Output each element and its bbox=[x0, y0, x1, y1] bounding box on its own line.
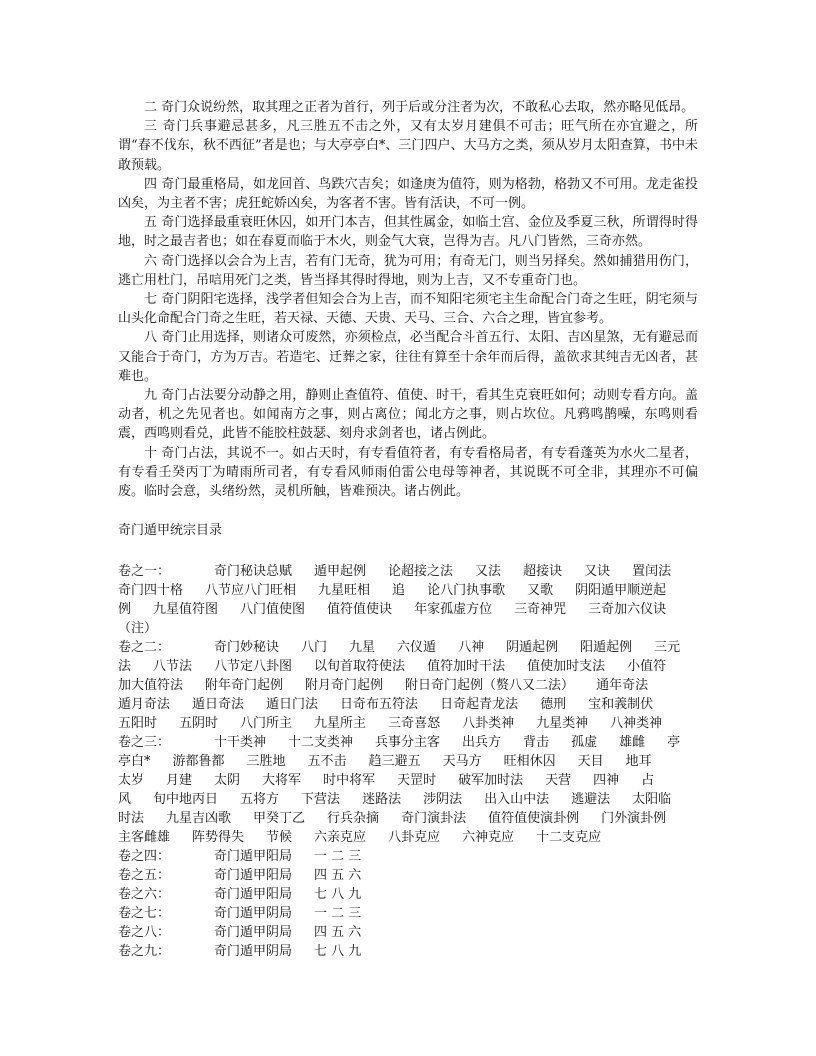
toc-entry: 八卦类神 bbox=[462, 716, 515, 732]
table-of-contents bbox=[118, 562, 698, 961]
toc-entry: 趋三避五 bbox=[368, 754, 421, 770]
toc-entry: 十二支类神 bbox=[288, 735, 354, 751]
toc-entry: 天罡时 bbox=[397, 773, 437, 789]
toc-line bbox=[118, 847, 698, 866]
toc-entry: 奇门秘诀总赋 bbox=[214, 564, 293, 580]
toc-volume bbox=[118, 638, 698, 733]
toc-entry: 五阴时 bbox=[179, 716, 219, 732]
toc-entry: 九星 bbox=[349, 640, 376, 656]
toc-line bbox=[118, 600, 698, 619]
toc-entry: 八神 bbox=[458, 640, 485, 656]
toc-entry: 小值符 bbox=[627, 659, 667, 675]
toc-entry: 阵势得失 bbox=[192, 830, 245, 846]
toc-entry: 游都鲁都 bbox=[172, 754, 225, 770]
toc-entry: 日奇起青龙法 bbox=[440, 697, 519, 713]
rule-paragraph-6: 六 奇门选择以会合为上吉，若有门无奇，犹为可用；有奇无门，则当另择矣。然如捕猎用伤门，逃亡用杜门，吊唁用死门之类，皆当择其得时得地，则为上吉，又不专重奇门也。 bbox=[118, 253, 698, 288]
toc-entry: 逃避法 bbox=[571, 792, 611, 808]
toc-volume-label: 卷之四： bbox=[118, 849, 171, 865]
toc-entry: 四神 bbox=[593, 773, 620, 789]
toc-entry: 天目 bbox=[577, 754, 604, 770]
toc-line bbox=[118, 828, 698, 847]
toc-volume bbox=[118, 562, 698, 638]
toc-entry: 四 五 六 bbox=[314, 925, 362, 941]
toc-entry: 大将军 bbox=[262, 773, 302, 789]
toc-entry: 太阴 bbox=[214, 773, 241, 789]
toc-entry: 破军加时法 bbox=[458, 773, 524, 789]
toc-line bbox=[118, 619, 698, 638]
toc-entry: 五将方 bbox=[240, 792, 280, 808]
toc-volume-label: 卷之九： bbox=[118, 944, 171, 960]
toc-volume-label: 卷之五： bbox=[118, 868, 171, 884]
toc-entry: 五不击 bbox=[307, 754, 347, 770]
toc-entry: 八节应八门旺相 bbox=[205, 583, 297, 599]
toc-entry: 又歌 bbox=[527, 583, 554, 599]
toc-line bbox=[118, 885, 698, 904]
toc-entry: 八神类神 bbox=[610, 716, 663, 732]
toc-volume bbox=[118, 866, 698, 885]
toc-entry: 日奇布五符法 bbox=[340, 697, 419, 713]
toc-entry: 一 二 三 bbox=[314, 849, 362, 865]
toc-entry: 奇门遁甲阳局 bbox=[214, 849, 293, 865]
toc-entry: 旬中地丙日 bbox=[153, 792, 219, 808]
toc-entry: 太阳临 bbox=[632, 792, 672, 808]
toc-volume-label: 卷之一： bbox=[118, 564, 171, 580]
toc-line bbox=[118, 904, 698, 923]
toc-line bbox=[118, 638, 698, 657]
toc-entry: 孤虚 bbox=[571, 735, 598, 751]
toc-entry: （注） bbox=[118, 621, 158, 637]
toc-volume-label: 卷之七： bbox=[118, 906, 171, 922]
toc-entry: 三奇加六仪诀 bbox=[588, 602, 667, 618]
toc-entry: 甲癸丁乙 bbox=[253, 811, 306, 827]
toc-entry: 奇门四十格 bbox=[118, 583, 184, 599]
toc-entry: 法 bbox=[118, 659, 132, 675]
rule-paragraph-8: 八 奇门止用选择，则诸众可废然，亦须检点，必当配合斗首五行、太阳、吉凶星煞，无有避忌而又能合于奇门，方为万吉。若造宅、迁葬之家，往往有算至十余年而后得，盖欲求其纯吉无凶者，甚难也。 bbox=[118, 330, 698, 384]
toc-entry: 十二支克应 bbox=[536, 830, 602, 846]
document-page bbox=[118, 98, 698, 961]
toc-entry: 月建 bbox=[166, 773, 193, 789]
toc-entry: 三奇神咒 bbox=[514, 602, 567, 618]
toc-entry: 九星旺相 bbox=[318, 583, 371, 599]
toc-title: 奇门遁甲统宗目录 bbox=[118, 523, 223, 539]
toc-entry: 值符值使演卦例 bbox=[488, 811, 580, 827]
toc-entry: 又法 bbox=[475, 564, 502, 580]
toc-entry: 八门值使图 bbox=[240, 602, 306, 618]
toc-entry: 七 八 九 bbox=[314, 887, 362, 903]
toc-volume bbox=[118, 847, 698, 866]
toc-entry: 遁日奇法 bbox=[192, 697, 245, 713]
toc-entry: 阴阳遁甲顺逆起 bbox=[575, 583, 667, 599]
toc-line bbox=[118, 714, 698, 733]
rule-paragraph-2: 二 奇门众说纷然，取其理之正者为首行，列于后或分注者为次，不敢私心去取，然亦略见低昂。 bbox=[144, 100, 695, 115]
toc-entry: 值符值使诀 bbox=[327, 602, 393, 618]
toc-entry: 迷路法 bbox=[362, 792, 402, 808]
rule-paragraph-7: 七 奇门阴阳宅选择，浅学者但知会合为上吉，而不知阳宅须宅主生命配合门奇之生旺，阴宅须与山头化命配合门奇之生旺，若天禄、天德、天贵、天马、三合、六合之理，皆宜参考。 bbox=[118, 292, 698, 327]
toc-entry: 六亲克应 bbox=[314, 830, 367, 846]
toc-entry: 一 二 三 bbox=[314, 906, 362, 922]
toc-entry: 遁月奇法 bbox=[118, 697, 171, 713]
toc-entry: 奇门遁甲阴局 bbox=[214, 925, 293, 941]
toc-volume-label: 卷之二： bbox=[118, 640, 171, 656]
toc-entry: 涉阴法 bbox=[423, 792, 463, 808]
toc-line bbox=[118, 562, 698, 581]
toc-entry: 附年奇门起例 bbox=[205, 678, 284, 694]
toc-entry: 天营 bbox=[545, 773, 572, 789]
toc-volume bbox=[118, 942, 698, 961]
toc-entry: 四 五 六 bbox=[314, 868, 362, 884]
rule-paragraph-5: 五 奇门选择最重衰旺休囚，如开门本吉，但其性属金，如临土宫、金位及季夏三秋，所谓得时得地，时之最吉者也；如在春夏而临于木火，则金气大衰，岂得为吉。凡八门皆然，三奇亦然。 bbox=[118, 215, 698, 250]
toc-entry: 附月奇门起例 bbox=[305, 678, 384, 694]
toc-entry: 五阳时 bbox=[118, 716, 158, 732]
toc-entry: 加大值符法 bbox=[118, 678, 184, 694]
toc-entry: 六神克应 bbox=[462, 830, 515, 846]
rule-paragraph-4: 四 奇门最重格局，如龙回首、鸟跌穴吉矣；如逢庚为值符，则为格勃，格勃又不可用。龙走雀投凶矣，为主者不害；虎狂蛇娇凶矣，为客者不害。皆有活诀，不可一例。 bbox=[118, 176, 698, 212]
toc-entry: 行兵杂摘 bbox=[327, 811, 380, 827]
toc-volume bbox=[118, 885, 698, 904]
toc-line bbox=[118, 581, 698, 600]
toc-entry: 亭白* bbox=[118, 754, 151, 770]
toc-entry: 八卦克应 bbox=[388, 830, 441, 846]
toc-entry: 遁日门法 bbox=[266, 697, 319, 713]
toc-entry: 十干类神 bbox=[214, 735, 267, 751]
toc-entry: 附日奇门起例（赘八又二法） bbox=[405, 678, 575, 694]
toc-volume-label: 卷之六： bbox=[118, 887, 171, 903]
rule-paragraph-10: 十 奇门占法，其说不一。如占天时，有专看值符者，有专看格局者，有专看蓬英为水火二星者，有专看壬癸丙丁为晴雨所司者，有专看风师雨伯雷公电母等神者，其说既不可全非，其理亦不可偏废。临时会意，头绪纷然，灵机所触，皆难预决。诸占例此。 bbox=[118, 445, 698, 500]
toc-entry: 占 bbox=[641, 773, 655, 789]
toc-entry: 例 bbox=[118, 602, 132, 618]
toc-entry: 下营法 bbox=[301, 792, 341, 808]
toc-entry: 超接诀 bbox=[523, 564, 563, 580]
toc-entry: 奇门妙秘诀 bbox=[214, 640, 280, 656]
toc-entry: 亭 bbox=[667, 735, 681, 751]
toc-entry: 通年奇法 bbox=[596, 678, 649, 694]
toc-entry: 又诀 bbox=[584, 564, 611, 580]
toc-entry: 三元 bbox=[654, 640, 681, 656]
toc-volume bbox=[118, 904, 698, 923]
toc-entry: 八节法 bbox=[153, 659, 193, 675]
toc-volume bbox=[118, 733, 698, 847]
toc-volume bbox=[118, 923, 698, 942]
toc-entry: 八节定八卦图 bbox=[214, 659, 293, 675]
toc-line bbox=[118, 752, 698, 771]
toc-entry: 阴遁起例 bbox=[506, 640, 559, 656]
toc-entry: 雄雌 bbox=[619, 735, 646, 751]
toc-entry: 时法 bbox=[118, 811, 145, 827]
rule-paragraph-3: 三 奇门兵事避忌甚多，凡三胜五不击之外，又有太岁月建俱不可击；旺气所在亦宜避之，所谓“春不伐东，秋不西征”者是也；与大亭亭白*、三门四户、大马方之类，须从岁月太阳查算，书中未敢预载。 bbox=[118, 119, 698, 173]
toc-entry: 奇门遁甲阴局 bbox=[214, 944, 293, 960]
toc-line bbox=[118, 790, 698, 809]
toc-line bbox=[118, 866, 698, 885]
toc-entry: 六仪遁 bbox=[397, 640, 437, 656]
toc-entry: 值使加时支法 bbox=[527, 659, 606, 675]
toc-entry: 九星值符图 bbox=[153, 602, 219, 618]
toc-entry: 风 bbox=[118, 792, 132, 808]
toc-entry: 宝和義制伏 bbox=[588, 697, 654, 713]
toc-line bbox=[118, 733, 698, 752]
rules-section bbox=[118, 98, 698, 501]
toc-entry: 奇门遁甲阳局 bbox=[214, 868, 293, 884]
toc-entry: 奇门遁甲阳局 bbox=[214, 887, 293, 903]
toc-entry: 奇门演卦法 bbox=[401, 811, 467, 827]
toc-entry: 九星吉凶歌 bbox=[166, 811, 232, 827]
toc-entry: 值符加时干法 bbox=[427, 659, 506, 675]
toc-entry: 出兵方 bbox=[462, 735, 502, 751]
toc-entry: 论超接之法 bbox=[388, 564, 454, 580]
toc-line bbox=[118, 695, 698, 714]
toc-entry: 地耳 bbox=[625, 754, 652, 770]
toc-entry: 八门所主 bbox=[240, 716, 293, 732]
rule-paragraph-9: 九 奇门占法要分动静之用，静则止查值符、值使、时干，看其生克衰旺如何；动则专看方向。盖动者，机之先见者也。如闻南方之事，则占离位；闻北方之事，则占坎位。凡鸦鸣鹊噪，东鸣则看震，西鸣则看兑，此皆不能胶柱鼓瑟、刻舟求剑者也，诸占例此。 bbox=[118, 388, 698, 442]
toc-line bbox=[118, 923, 698, 942]
toc-entry: 主客雌雄 bbox=[118, 830, 171, 846]
toc-entry: 七 八 九 bbox=[314, 944, 362, 960]
toc-line bbox=[118, 809, 698, 828]
toc-entry: 置闰法 bbox=[632, 564, 672, 580]
toc-entry: 节候 bbox=[266, 830, 293, 846]
toc-entry: 兵事分主客 bbox=[375, 735, 441, 751]
toc-entry: 论八门执事歌 bbox=[427, 583, 506, 599]
toc-entry: 八门 bbox=[301, 640, 328, 656]
toc-entry: 旺相休囚 bbox=[503, 754, 556, 770]
toc-volume-label: 卷之八： bbox=[118, 925, 171, 941]
toc-entry: 九星所主 bbox=[314, 716, 367, 732]
toc-entry: 追 bbox=[392, 583, 406, 599]
toc-line bbox=[118, 942, 698, 961]
toc-entry: 时中将军 bbox=[323, 773, 376, 789]
toc-line bbox=[118, 771, 698, 790]
toc-line bbox=[118, 676, 698, 695]
toc-entry: 太岁 bbox=[118, 773, 145, 789]
toc-entry: 奇门遁甲阴局 bbox=[214, 906, 293, 922]
toc-entry: 背击 bbox=[523, 735, 550, 751]
toc-entry: 德刑 bbox=[540, 697, 567, 713]
toc-entry: 出入山中法 bbox=[484, 792, 550, 808]
toc-entry: 以旬首取符使法 bbox=[314, 659, 406, 675]
toc-entry: 天马方 bbox=[442, 754, 482, 770]
toc-entry: 遁甲起例 bbox=[314, 564, 367, 580]
toc-entry: 阳遁起例 bbox=[580, 640, 633, 656]
toc-entry: 九星类神 bbox=[536, 716, 589, 732]
toc-entry: 三胜地 bbox=[246, 754, 286, 770]
toc-line bbox=[118, 657, 698, 676]
toc-volume-label: 卷之三： bbox=[118, 735, 171, 751]
toc-entry: 年家孤虚方位 bbox=[414, 602, 493, 618]
toc-entry: 三奇喜怒 bbox=[388, 716, 441, 732]
toc-entry: 门外演卦例 bbox=[601, 811, 667, 827]
